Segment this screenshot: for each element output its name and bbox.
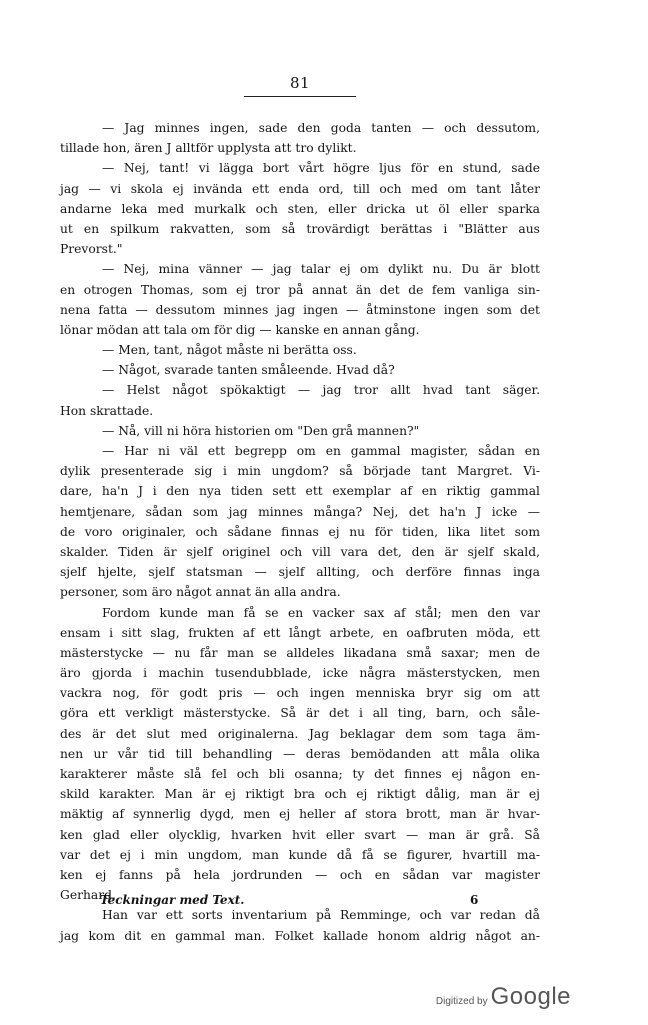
text-line: des är det slut med originalerna. Jag beklagar dem som taga äm-: [60, 726, 540, 741]
text-line: lönar mödan att tala om för dig — kanske en annan gång.: [60, 322, 420, 337]
text-line: andarne leka med murkalk och sten, eller dricka ut öl eller sparka: [60, 201, 540, 216]
google-logo: Google: [490, 983, 571, 1010]
text-line: en otrogen Thomas, som ej tror på annat än det de fem vanliga sin-: [60, 282, 540, 297]
text-line: nena fatta — dessutom minnes jag ingen — åtminstone ingen som det: [60, 302, 540, 317]
page-number: 81: [289, 74, 311, 92]
text-line: jag — vi skola ej invända ett enda ord, till och med om tant låter: [60, 181, 540, 196]
text-line: Fordom kunde man få se en vacker sax af stål; men den var: [102, 605, 540, 620]
text-line: karakterer måste slå fel och bli osanna; ty det finnes ej någon en-: [60, 767, 540, 781]
header-rule: [244, 96, 356, 97]
text-line: var det ej i min ungdom, man kunde då få se figurer, hvartill ma-: [60, 847, 540, 862]
text-line: Gerhard.: [60, 888, 116, 903]
text-line: — Nej, mina vänner — jag talar ej om dylikt nu. Du är blott: [102, 262, 540, 277]
text-line: vackra nog, för godt pris — och ingen menniska bryr sig om att: [60, 686, 540, 701]
text-line: mäktig af synnerlig dygd, men ej heller af stora brott, man är hvar-: [60, 807, 540, 822]
text-line: — Men, tant, något måste ni berätta oss.: [102, 343, 357, 358]
text-line: personer, som äro något annat än alla andra.: [60, 585, 341, 600]
text-line: dylik presenterade sig i min ungdom? så började tant Margret. Vi-: [60, 464, 540, 479]
body-text: [60, 118, 540, 946]
text-line: — Nej, tant! vi lägga bort vårt högre ljus för en stund, sade: [102, 161, 540, 176]
text-line: — Jag minnes ingen, sade den goda tanten — och dessutom,: [102, 121, 540, 135]
text-line: hemtjenare, sådan som jag minnes många? Nej, det ha'n J icke —: [60, 504, 540, 519]
text-line: — Helst något spökaktigt — jag tror allt hvad tant säger.: [102, 383, 540, 398]
text-line: ken glad eller olycklig, hvarken hvit eller svart — man är grå. Så: [60, 827, 540, 842]
text-line: de voro originaler, och sådane finnas ej nu för tiden, lika litet som: [60, 524, 540, 539]
signature-title: Teckningar med Text.: [100, 893, 245, 907]
text-line: Han var ett sorts inventarium på Remminge, och var redan då: [102, 908, 540, 923]
digitized-by-label: Digitized by: [435, 996, 488, 1007]
text-line: tillade hon, ären J alltför upplysta att tro dylikt.: [60, 141, 357, 156]
text-line: äro gjorda i machin tusendubblade, icke några mästerstycken, men: [60, 666, 540, 681]
digitized-by-watermark: [436, 983, 571, 1011]
text-line: skalder. Tiden är sjelf originel och vill vara det, den är sjelf skald,: [60, 544, 540, 559]
text-line: dare, ha'n J i den nya tiden sett ett exemplar af en riktig gammal: [60, 484, 540, 499]
text-line: mästerstycke — nu får man se alldeles likadana små saxar; men de: [60, 645, 540, 660]
text-line: — Något, svarade tanten småleende. Hvad då?: [102, 363, 395, 378]
text-line: — Nå, vill ni höra historien om "Den grå mannen?": [102, 423, 420, 438]
text-line: skild karakter. Man är ej riktigt bra och ej riktigt dålig, man är ej: [60, 787, 540, 802]
text-line: ut en spilkum rakvatten, som så trovärdigt berättas i "Blätter aus: [60, 221, 540, 236]
text-line: ensam i sitt slag, frukten af ett långt arbete, en oafbruten möda, ett: [60, 625, 540, 640]
text-line: sjelf hjelte, sjelf statsman — sjelf allting, och derföre finnas inga: [60, 565, 540, 580]
signature-number: 6: [470, 893, 479, 907]
text-line: ken ej fanns på hela jordrunden — och en sådan var magister: [60, 867, 540, 882]
text-line: — Har ni väl ett begrepp om en gammal magister, sådan en: [102, 444, 540, 458]
signature-footer: [100, 893, 480, 907]
text-line: jag kom dit en gammal man. Folket kallade honom aldrig något an-: [60, 928, 540, 943]
text-line: Prevorst.": [60, 242, 123, 257]
text-line: nen ur vår tid till behandling — deras bemödanden att måla olika: [60, 746, 540, 761]
text-line: Hon skrattade.: [60, 403, 154, 418]
text-line: göra ett verkligt mästerstycke. Så är det i all ting, barn, och såle-: [60, 706, 540, 721]
